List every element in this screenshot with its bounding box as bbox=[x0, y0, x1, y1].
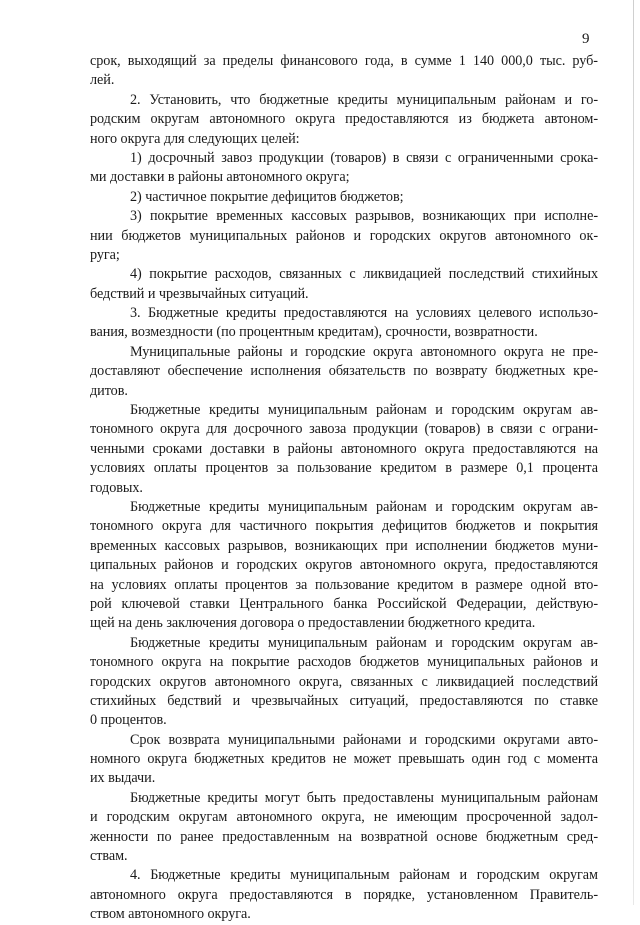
text-line: автономного округа предоставляются в порядке, установленном Правитель- bbox=[90, 886, 598, 903]
text-line: Бюджетные кредиты могут быть предоставлены муниципальным районам bbox=[130, 789, 598, 806]
text-line: тономного округа для частичного покрытия дефицитов бюджетов и покрытия bbox=[90, 518, 598, 535]
text-line: ченными сроками доставки в районы автономного округа предоставляются на bbox=[90, 440, 598, 457]
text-line: Бюджетные кредиты муниципальным районам и городским округам ав- bbox=[130, 402, 598, 419]
text-line: ствам. bbox=[90, 848, 128, 865]
paragraph bbox=[90, 789, 598, 867]
text-line: бедствий и чрезвычайных ситуаций. bbox=[90, 285, 309, 302]
text-line: условиях оплаты процентов за пользование кредитом в размере 0,1 процента bbox=[90, 460, 598, 477]
text-line: лей. bbox=[90, 72, 115, 89]
text-line: городских округов автономного округа, связанных с ликвидацией последствий bbox=[90, 673, 598, 690]
text-line: ного округа для следующих целей: bbox=[90, 130, 300, 147]
text-line: 2) частичное покрытие дефицитов бюджетов; bbox=[130, 188, 404, 205]
text-line: Бюджетные кредиты муниципальным районам и городским округам ав- bbox=[130, 498, 598, 515]
text-line: Бюджетные кредиты муниципальным районам и городским округам ав- bbox=[130, 634, 598, 651]
text-line: 0 процентов. bbox=[90, 712, 167, 729]
text-line: стихийных бедствий и чрезвычайных ситуаций, предоставляются по ставке bbox=[90, 692, 598, 709]
paragraph bbox=[90, 401, 598, 498]
text-line: вания, возмездности (по процентным кредитам), срочности, возвратности. bbox=[90, 324, 538, 341]
text-line: женности по ранее предоставленным на возвратной основе бюджетным сред- bbox=[90, 828, 598, 845]
text-line: ципальных районов и городских округов автономного округа, предоставляются bbox=[90, 557, 598, 574]
text-line: дитов. bbox=[90, 382, 128, 399]
text-line: 4. Бюджетные кредиты муниципальным районам и городским округам bbox=[130, 867, 598, 884]
text-line: 2. Установить, что бюджетные кредиты муниципальным районам и го- bbox=[130, 91, 598, 108]
page-number: 9 bbox=[582, 31, 590, 47]
text-line: на условиях оплаты процентов за пользование кредитом в размере одной вто- bbox=[90, 576, 598, 593]
text-line: тономного округа для досрочного завоза продукции (товаров) в связи с ограни- bbox=[90, 421, 598, 438]
paragraph bbox=[90, 52, 598, 91]
text-line: Срок возврата муниципальными районами и городскими округами авто- bbox=[130, 731, 598, 748]
text-line: срок, выходящий за пределы финансового года, в сумме 1 140 000,0 тыс. руб- bbox=[90, 53, 598, 69]
text-line: тономного округа на покрытие расходов бюджетов муниципальных районов и bbox=[90, 654, 598, 671]
text-line: 4) покрытие расходов, связанных с ликвидацией последствий стихийных bbox=[130, 266, 598, 283]
text-line: и городским округам автономного округа, не имеющим просроченной задол- bbox=[90, 809, 598, 826]
paragraph bbox=[90, 91, 598, 149]
paragraph bbox=[90, 304, 598, 343]
text-line: родским округам автономного округа предоставляются из бюджета автоном- bbox=[90, 111, 598, 128]
text-line: руга; bbox=[90, 246, 120, 263]
paragraph bbox=[90, 498, 598, 634]
text-line: Муниципальные районы и городские округа автономного округа не пре- bbox=[130, 343, 598, 360]
text-line: 3) покрытие временных кассовых разрывов, возникающих при исполне- bbox=[130, 208, 598, 225]
paragraph bbox=[90, 207, 598, 265]
text-line: 3. Бюджетные кредиты предоставляются на условиях целевого использо- bbox=[130, 305, 598, 322]
text-line: доставляют обеспечение исполнения обязательств по возврату бюджетных кре- bbox=[90, 363, 598, 380]
paragraph bbox=[90, 866, 598, 924]
text-line: ством автономного округа. bbox=[90, 906, 251, 923]
paragraph bbox=[90, 265, 598, 304]
text-line: 1) досрочный завоз продукции (товаров) в связи с ограниченными срока- bbox=[130, 149, 598, 166]
paragraph bbox=[90, 149, 598, 188]
paragraph bbox=[90, 343, 598, 401]
document-body bbox=[90, 52, 598, 925]
text-line: щей на день заключения договора о предоставлении бюджетного кредита. bbox=[90, 615, 536, 632]
paragraph bbox=[90, 731, 598, 789]
scan-edge-line bbox=[633, 0, 634, 905]
paragraph bbox=[90, 188, 598, 207]
text-line: номного округа бюджетных кредитов не может превышать один год с момента bbox=[90, 751, 598, 768]
text-line: ми доставки в районы автономного округа; bbox=[90, 169, 350, 186]
text-line: нии бюджетов муниципальных районов и городских округов автономного ок- bbox=[90, 227, 598, 244]
text-line: их выдачи. bbox=[90, 770, 156, 787]
text-line: рой ключевой ставки Центрального банка Российской Федерации, действую- bbox=[90, 595, 598, 612]
text-line: временных кассовых разрывов, возникающих при исполнении бюджетов муни- bbox=[90, 537, 598, 554]
text-line: годовых. bbox=[90, 479, 143, 496]
paragraph bbox=[90, 634, 598, 731]
